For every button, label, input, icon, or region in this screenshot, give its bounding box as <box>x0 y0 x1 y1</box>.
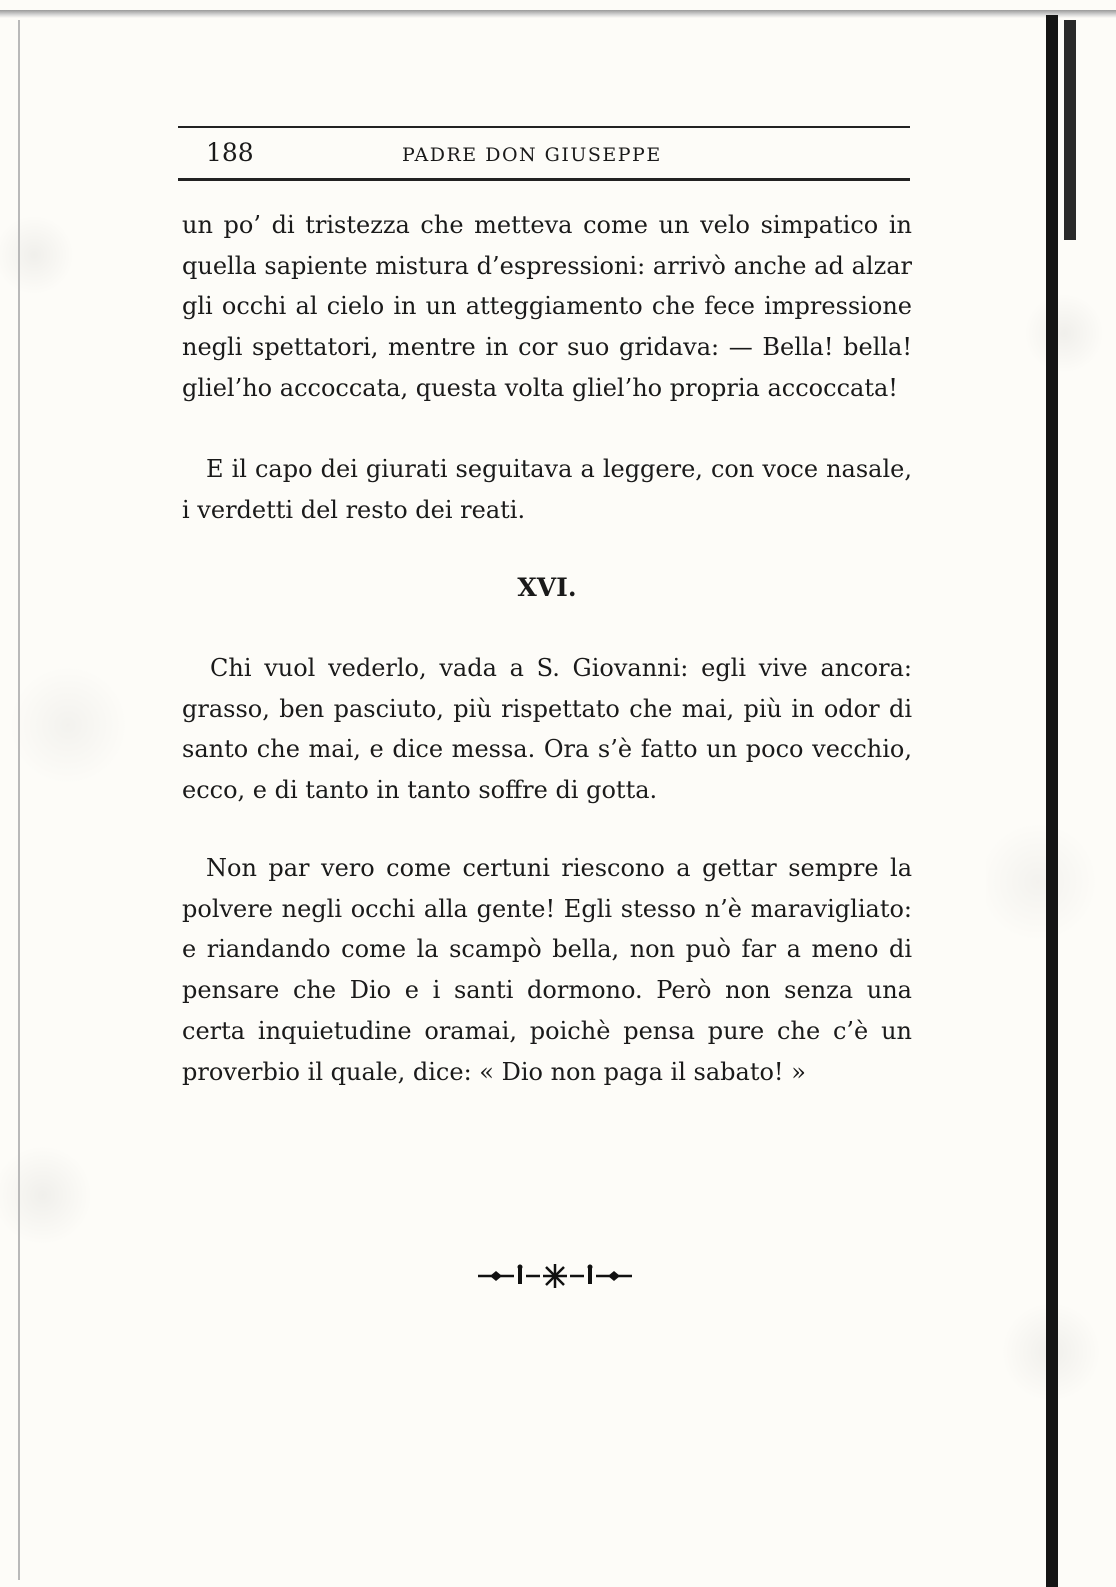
page-header <box>178 136 910 172</box>
paragraph-3: Chi vuol vederlo, vada a S. Giovanni: egli vive ancora: grasso, ben pasciuto, più rispettato che mai, più in odor di santo che mai, e dice messa. Ora s’è fatto un poco vecchio, ecco, e di tanto in tanto soffre di gotta. <box>182 654 912 805</box>
paragraph-2: E il capo dei giurati seguitava a leggere, con voce nasale, i verdetti del resto dei reati. <box>182 455 912 524</box>
header-rule-bottom <box>178 178 910 181</box>
paragraph-4: Non par vero come certuni riescono a gettar sempre la polvere negli occhi alla gente! Egli stesso n’è maravigliato: e riandando come la scampò bella, non può far a meno di pensare che Dio e i santi dormono. Però non senza una certa inquietudine oramai, poichè pensa pure che c’è un proverbio il quale, dice: « Dio non paga il sabato! » <box>182 854 912 1086</box>
section-heading: XVI. <box>517 573 577 602</box>
paragraph-1: un po’ di tristezza che metteva come un velo simpatico in quella sapiente mistura d’espressioni: arrivò anche ad alzar gli occhi al cielo in un atteggiamento che fece impressione negli spettatori, mentre in cor suo gridava: — Bella! bella! gliel’ho accoccata, questa volta gliel’ho propria accoccata! <box>182 211 912 402</box>
page-number: 188 <box>206 138 254 167</box>
page-right-edge-shadow <box>1064 20 1076 240</box>
header-rule-top <box>178 126 910 128</box>
end-ornament-icon <box>470 1262 640 1290</box>
scan-noise-left <box>0 20 170 1587</box>
page-top-edge <box>0 10 1116 18</box>
page-left-edge <box>18 20 20 1580</box>
running-title: PADRE DON GIUSEPPE <box>402 144 662 166</box>
page-right-edge <box>1046 15 1058 1587</box>
